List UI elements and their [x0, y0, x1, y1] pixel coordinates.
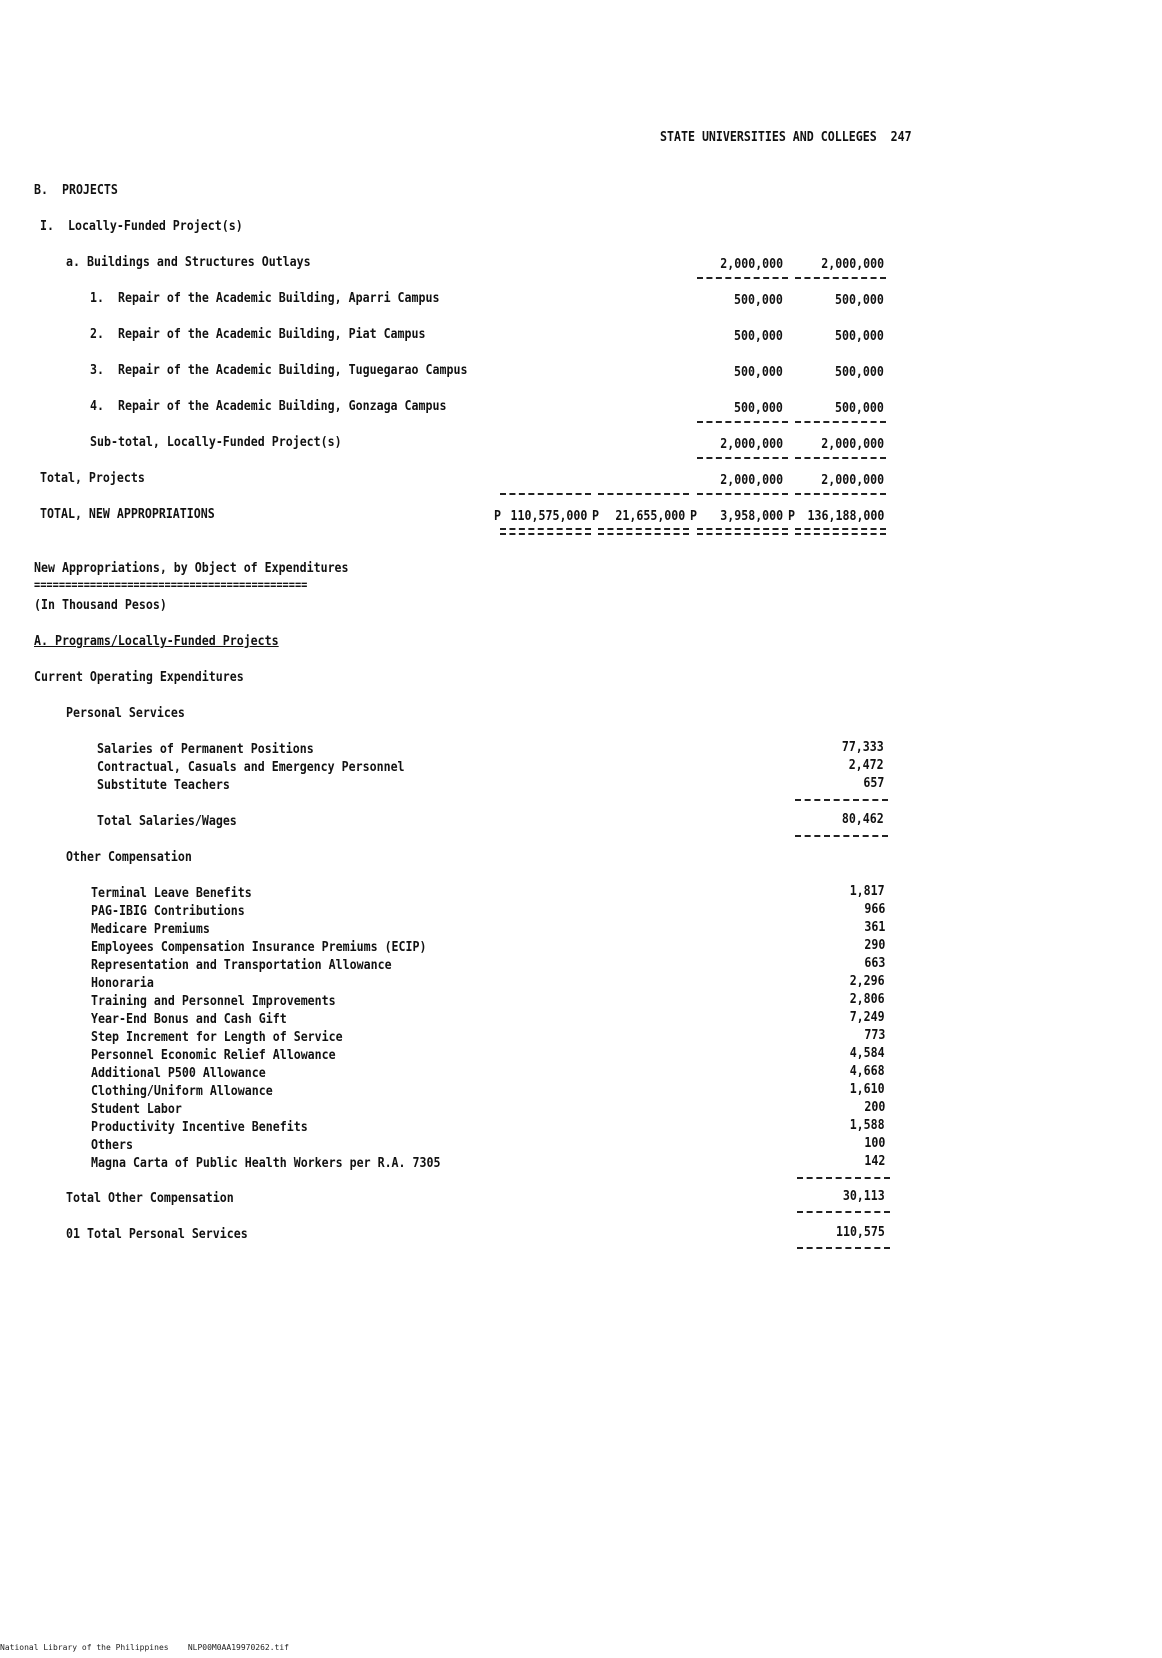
- unit-note: (In Thousand Pesos): [34, 597, 167, 613]
- locally-funded-heading: I. Locally-Funded Project(s): [40, 218, 243, 234]
- other-item-value: 100: [864, 1135, 885, 1151]
- other-item-label: Additional P500 Allowance: [91, 1065, 266, 1081]
- project-item-col4: 500,000: [835, 400, 884, 416]
- buildings-col3: 2,000,000: [720, 256, 783, 272]
- salary-item-value: 657: [863, 775, 884, 791]
- rule: [795, 835, 888, 837]
- currency-symbol: P: [690, 508, 698, 524]
- total-other-compensation-label: Total Other Compensation: [66, 1190, 234, 1206]
- total-salaries-value: 80,462: [842, 811, 884, 827]
- total-col3: 3,958,000: [720, 508, 783, 524]
- total-col1: 110,575,000: [510, 508, 587, 524]
- other-item-value: 773: [864, 1027, 885, 1043]
- project-item-col3: 500,000: [734, 328, 783, 344]
- total-salaries-label: Total Salaries/Wages: [97, 813, 237, 829]
- rule: [795, 277, 886, 279]
- buildings-col4: 2,000,000: [821, 256, 884, 272]
- total-personal-services-value: 110,575: [836, 1224, 885, 1240]
- rule: [795, 421, 886, 423]
- other-item-label: Clothing/Uniform Allowance: [91, 1083, 273, 1099]
- other-item-label: PAG-IBIG Contributions: [91, 903, 245, 919]
- other-item-value: 142: [864, 1153, 885, 1169]
- rule: [795, 493, 886, 495]
- total-other-compensation-value: 30,113: [843, 1188, 885, 1204]
- subtotal-col4: 2,000,000: [821, 436, 884, 452]
- double-rule: [795, 528, 886, 535]
- project-item-col4: 500,000: [835, 292, 884, 308]
- total-projects-col3: 2,000,000: [720, 472, 783, 488]
- total-personal-services-label: 01 Total Personal Services: [66, 1226, 248, 1242]
- salary-item-label: Contractual, Casuals and Emergency Personnel: [97, 759, 405, 775]
- other-item-label: Magna Carta of Public Health Workers per R.A. 7305: [91, 1155, 441, 1171]
- other-item-label: Representation and Transportation Allowance: [91, 957, 392, 973]
- project-item-label: 4. Repair of the Academic Building, Gonzaga Campus: [90, 398, 447, 414]
- project-item-label: 2. Repair of the Academic Building, Piat Campus: [90, 326, 426, 342]
- section-heading: A. Programs/Locally-Funded Projects: [34, 633, 279, 649]
- expenditures-title: New Appropriations, by Object of Expenditures: [34, 560, 349, 576]
- other-item-label: Others: [91, 1137, 133, 1153]
- project-item-col3: 500,000: [734, 292, 783, 308]
- project-item-col4: 500,000: [835, 328, 884, 344]
- salary-item-value: 77,333: [842, 739, 884, 755]
- other-item-value: 200: [864, 1099, 885, 1115]
- other-item-value: 2,296: [850, 973, 885, 989]
- other-item-label: Medicare Premiums: [91, 921, 210, 937]
- running-header: [660, 128, 912, 146]
- other-item-label: Year-End Bonus and Cash Gift: [91, 1011, 287, 1027]
- header-title: STATE UNIVERSITIES AND COLLEGES: [660, 129, 877, 145]
- rule: [598, 493, 689, 495]
- current-operating-heading: Current Operating Expenditures: [34, 669, 244, 685]
- other-item-value: 2,806: [850, 991, 885, 1007]
- project-item-label: 1. Repair of the Academic Building, Aparri Campus: [90, 290, 440, 306]
- project-item-col3: 500,000: [734, 364, 783, 380]
- rule: [697, 493, 788, 495]
- other-item-label: Honoraria: [91, 975, 154, 991]
- rule: [797, 1177, 890, 1179]
- salary-item-label: Substitute Teachers: [97, 777, 230, 793]
- other-item-label: Student Labor: [91, 1101, 182, 1117]
- currency-symbol: P: [788, 508, 796, 524]
- other-item-label: Training and Personnel Improvements: [91, 993, 336, 1009]
- rule: [795, 457, 886, 459]
- total-projects-col4: 2,000,000: [821, 472, 884, 488]
- rule: [797, 1211, 890, 1213]
- other-item-value: 361: [864, 919, 885, 935]
- double-rule: [598, 528, 689, 535]
- other-item-value: 4,584: [850, 1045, 885, 1061]
- project-item-label: 3. Repair of the Academic Building, Tuguegarao Campus: [90, 362, 468, 378]
- rule: [697, 457, 788, 459]
- rule: [795, 799, 888, 801]
- salary-item-label: Salaries of Permanent Positions: [97, 741, 314, 757]
- project-item-col4: 500,000: [835, 364, 884, 380]
- buildings-label: a. Buildings and Structures Outlays: [66, 254, 311, 270]
- other-item-label: Step Increment for Length of Service: [91, 1029, 343, 1045]
- other-item-label: Personnel Economic Relief Allowance: [91, 1047, 336, 1063]
- double-rule: [500, 528, 591, 535]
- total-col2: 21,655,000: [615, 508, 685, 524]
- rule: [797, 1247, 890, 1249]
- currency-symbol: P: [494, 508, 502, 524]
- other-item-value: 1,588: [850, 1117, 885, 1133]
- subtotal-col3: 2,000,000: [720, 436, 783, 452]
- salary-item-value: 2,472: [849, 757, 884, 773]
- other-item-label: Productivity Incentive Benefits: [91, 1119, 308, 1135]
- other-item-value: 1,817: [850, 883, 885, 899]
- other-item-value: 966: [864, 901, 885, 917]
- other-item-value: 4,668: [850, 1063, 885, 1079]
- page-number: 247: [890, 129, 912, 145]
- total-projects-label: Total, Projects: [40, 470, 145, 486]
- other-item-label: Employees Compensation Insurance Premiums (ECIP): [91, 939, 427, 955]
- rule: [697, 277, 788, 279]
- rule: [500, 493, 591, 495]
- other-compensation-heading: Other Compensation: [66, 849, 192, 865]
- other-item-value: 7,249: [850, 1009, 885, 1025]
- other-item-value: 663: [864, 955, 885, 971]
- total-new-appropriations-label: TOTAL, NEW APPROPRIATIONS: [40, 506, 215, 522]
- subtotal-label: Sub-total, Locally-Funded Project(s): [90, 434, 342, 450]
- footer-library: National Library of the Philippines: [0, 1643, 169, 1652]
- other-item-value: 290: [864, 937, 885, 953]
- double-rule: [697, 528, 788, 535]
- other-item-value: 1,610: [850, 1081, 885, 1097]
- total-col4: 136,188,000: [807, 508, 884, 524]
- projects-heading: B. PROJECTS: [34, 182, 118, 198]
- other-item-label: Terminal Leave Benefits: [91, 885, 252, 901]
- currency-symbol: P: [592, 508, 600, 524]
- personal-services-heading: Personal Services: [66, 705, 185, 721]
- project-item-col3: 500,000: [734, 400, 783, 416]
- rule: [697, 421, 788, 423]
- footer: [0, 1643, 289, 1652]
- expenditures-title-rule: ============================================: [34, 578, 308, 592]
- footer-file: NLP00M0AA19970262.tif: [187, 1643, 289, 1652]
